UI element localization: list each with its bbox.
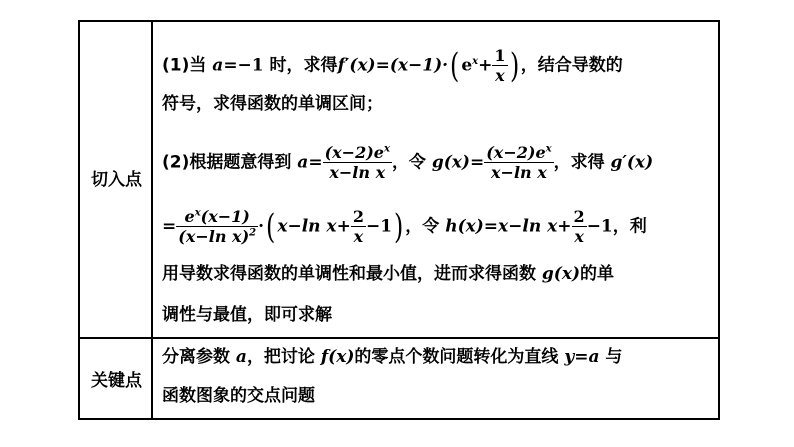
fraction-g-expression: $\frac{(x-2)e^x}{\text{x−ln x}}$	[486, 143, 552, 182]
p2-line-1: (2)根据题意得到 a= $\frac{(x-2)e^x}{\text{x−ln x}}$ ，令 g(x)= $\frac{(x-2)e^x}{\text{x−ln x}}$ ，求得 g′(x)	[162, 143, 654, 182]
row-label-key-point: 关键点	[91, 371, 142, 391]
row-label-entry-point: 切入点	[91, 170, 142, 190]
p2-line-2: = $\frac{e^x(x-1)}{(x-\ln x)^2}$ ·( x−ln x+ $\frac{2}{x}$ −1) ，令 h(x)=x−ln x+ $\frac{2}{x}$ −1，利	[162, 206, 647, 247]
fraction-two-over-x: $\frac{2}{x}$	[352, 207, 364, 246]
p1-line-1: (1)当 a=−1 时，求得f′(x)=(x−1)·( $e^x+$ $\frac{1}{x}$ ) ，结合导数的	[162, 45, 623, 86]
key-line-1: 分离参数 a，把讨论 f(x)的零点个数问题转化为直线 y=a 与	[162, 347, 623, 367]
fraction-one-over-x: $\frac{1}{x}$	[494, 46, 506, 85]
column-divider	[151, 20, 153, 420]
key-point-content	[162, 339, 714, 419]
p1-line-2: 符号，求得函数的单调区间；	[162, 94, 383, 114]
p2-line-3: 用导数求得函数的单调性和最小值，进而求得函数 g(x)的单	[162, 264, 615, 284]
fraction-derivative: $\frac{e^x(x-1)}{(x-\ln x)^2}$	[178, 207, 257, 246]
entry-point-content	[162, 20, 714, 337]
p2-line-4: 调性与最值，即可求解	[162, 305, 332, 325]
fraction-a-expression: $\frac{(x-2)e^x}{\text{x−ln x}}$	[324, 143, 390, 182]
fraction-two-over-x-h: $\frac{2}{x}$	[573, 207, 585, 246]
key-line-2: 函数图象的交点问题	[162, 386, 315, 406]
